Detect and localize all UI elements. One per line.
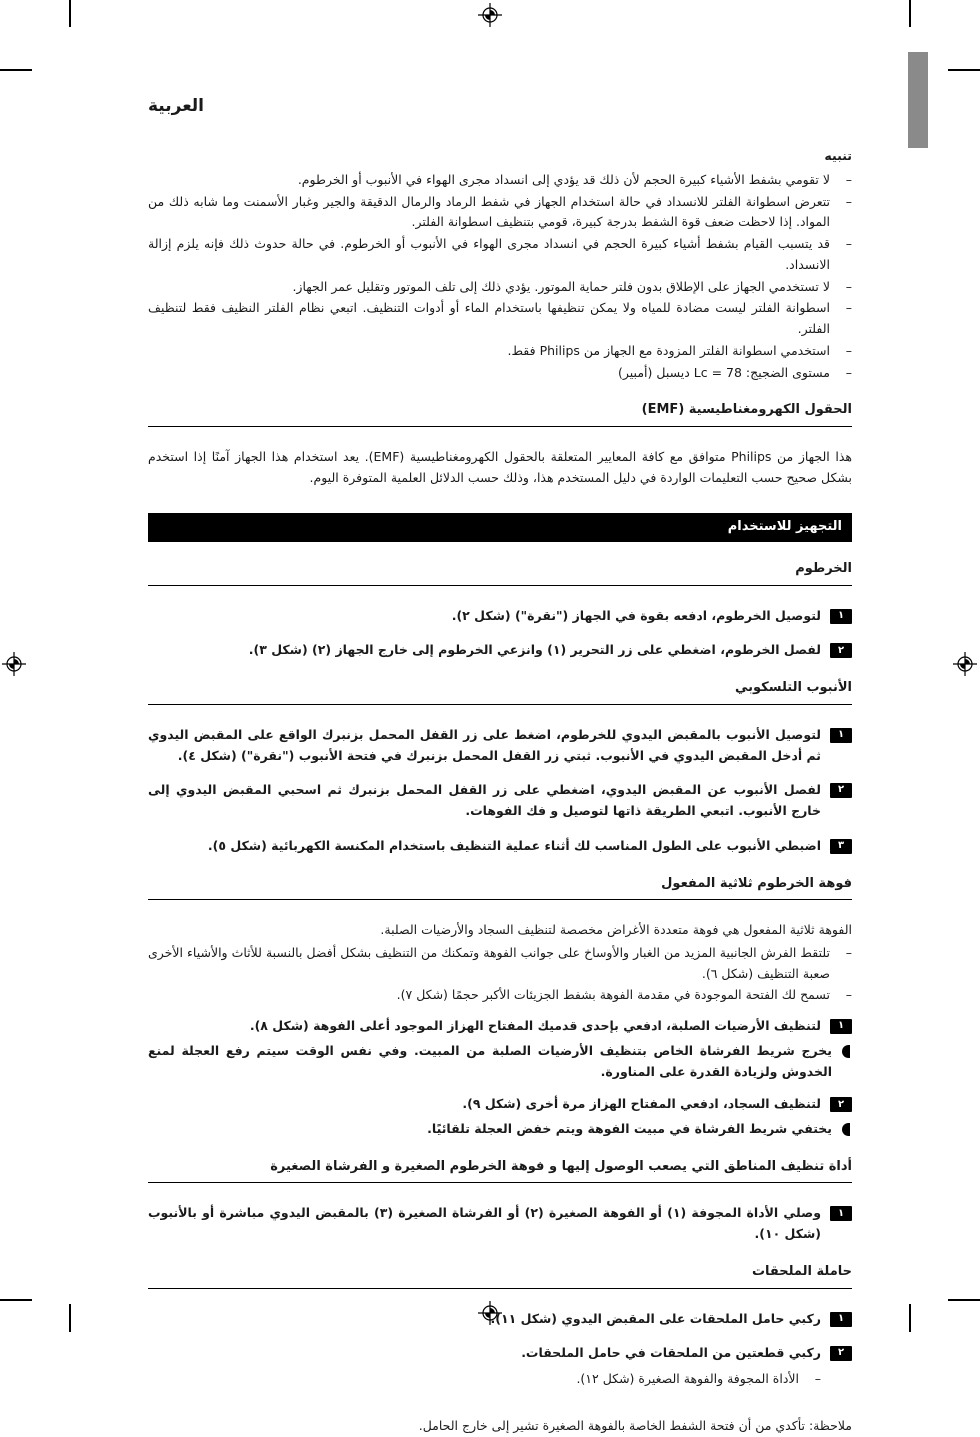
step-result-text: يختفي شريط الفرشاة في مبيت الفوهة ويتم خفض العجلة تلقائيًا. [427,1121,832,1137]
subsection-heading-accessory-holder: حاملة الملحقات [148,1261,852,1289]
page-content [148,92,852,1437]
step-text: ركبي قطعتين من الملحقات في حامل الملحقات. [521,1345,821,1361]
half-circle-bullet-icon [842,1045,850,1058]
caution-item-text: لا تقومي بشفط الأشياء كبيرة الحجم لأن ذلك قد يؤدي إلى انسداد مجرى الهواء في الأنبوب أو الخرطوم. [297,171,830,187]
step-row [148,1343,852,1390]
caution-item-text: اسطوانة الفلتر ليست مضادة للمياه ولا يمكن تنظيفها باستخدام الماء أو أدوات التنظيف. اتبعي نظام الفلتر النظيف فقط لتنظيف الفلتر. [148,300,830,337]
step-row [148,780,852,822]
step-row [148,1309,852,1330]
registration-target-icon [478,3,502,27]
language-heading: العربية [148,96,205,116]
step-result [148,1119,850,1140]
subsection-heading-tri-active-nozzle: فوهة الخرطوم ثلاثية المفعول [148,873,852,901]
crop-mark-bottom-right-horizontal [948,1299,980,1301]
caution-item-text: قد يتسبب القيام بشفط أشياء كبيرة الحجم في انسداد مجرى الهواء في الأنبوب أو الخرطوم. في حالة حدوث ذلك فإنه يلزم إزالة الانسداد. [148,236,830,272]
section-bar-preparing-for-use: التجهيز للاستخدام [148,513,852,543]
step-number-badge: ٢ [830,643,852,658]
step-text: لتوصيل الأنبوب بالمقبض اليدوي للخرطوم، اضغط على زر القفل المحمل بزنبرك الواقع على المقبض اليدوي ثم أدخل المقبض اليدوي في الأنبوب. ثبتي زر القفل المحمل بزنبرك في فتحة الأنبوب ("نقرة") (شكل ٤). [148,726,821,763]
nozzle-bullet [148,985,852,1006]
step-number-badge: ١ [830,1019,852,1034]
dash-icon: – [845,171,852,187]
step-text: لفصل الأنبوب عن المقبض اليدوي، اضغطي على زر القفل المحمل بزنبرك ثم اسحبي المقبض اليدوي إلى خارج الأنبوب. اتبعي الطريقة ذاتها لتوصيل و فك الفوهات. [148,782,821,819]
step-result-text: يخرج شريط الفرشاة الخاص بتنظيف الأرضيات الصلبة من المبيت. وفي نفس الوقت سيتم رفع العجلة لمنع الخدوش ولزيادة القدرة على المناورة. [148,1042,832,1079]
dash-icon: – [845,300,852,316]
step-number-badge: ٢ [830,1346,852,1361]
caution-item-text: لا تستخدمي الجهاز على الإطلاق بدون فلتر حماية الموتور. يؤدي ذلك إلى تلف الموتور وتقليل عمر الجهاز. [292,278,830,294]
step-text: وصلي الأداة المجوفة (١) أو الفوهة الصغيرة (٢) أو الفرشاة الصغيرة (٣) بالمقبض اليدوي مباشرة أو بالأنبوب (شكل ١٠). [148,1205,821,1242]
subsection-heading-crevice-tool: أداة تنظيف المناطق التي يصعب الوصول إليها و فوهة الخرطوم الصغيرة و الفرشاة الصغيرة [148,1156,852,1184]
step-row [148,1094,852,1115]
step-text: ركبي حامل الملحقات على المقبض اليدوي (شكل ١١). [490,1310,821,1326]
step-sub-item-text: الأداة المجوفة والفوهة الصغيرة (شكل ١٢). [576,1371,799,1387]
crop-mark-bottom-right-vertical [909,1304,911,1332]
caution-item [148,341,852,362]
dash-icon: – [845,987,852,1003]
step-number-badge: ١ [830,1206,852,1221]
nozzle-bullet-text: تلتقط الفرش الجانبية المزيد من الغبار والأوساخ على جوانب الفوهة وتمكنك من التنظيف بشكل أفضل بالنسبة للأثاث والأشياء الأخرى صعبة التنظيف (شكل ٦). [148,944,830,981]
step-number-badge: ١ [830,609,852,624]
crop-mark-top-left-horizontal [0,69,32,71]
step-sub-item [521,1369,821,1390]
dash-icon: – [814,1371,821,1387]
subsection-heading-hose: الخرطوم [148,558,852,586]
step-row [148,1203,852,1245]
step-text: اضبطي الأنبوب على الطول المناسب لك أثناء عملية التنظيف باستخدام المكنسة الكهربائية (شكل ٥). [207,837,821,853]
step-number-badge: ١ [830,1312,852,1327]
crop-mark-top-right-horizontal [948,69,980,71]
caution-item [148,170,852,191]
caution-item [148,363,852,384]
dash-icon: – [845,278,852,294]
step-text: لتنظيف الأرضيات الصلبة، ادفعي بإحدى قدميك المفتاح الهزاز الموجود أعلى الفوهة (شكل ٨). [249,1018,821,1034]
nozzle-bullet-text: تسمح لك الفتحة الموجودة في مقدمة الفوهة بشفط الجزيئات الأكبر حجمًا (شكل ٧). [396,987,830,1003]
step-row [148,836,852,857]
step-result [148,1041,850,1083]
nozzle-intro: الفوهة ثلاثية المفعول هي فوهة متعددة الأغراض مخصصة لتنظيف السجاد والأرضيات الصلبة. [380,922,852,938]
emf-heading: الحقول الكهرومغناطيسية (EMF) [148,399,852,427]
crop-mark-bottom-left-horizontal [0,1299,32,1301]
step-number-badge: ١ [830,728,852,743]
dash-icon: – [845,364,852,380]
note-text: ملاحظة: تأكدي من أن فتحة الشفط الخاصة بالفوهة الصغيرة تشير إلى خارج الحامل. [418,1417,852,1433]
step-text: لتنظيف السجاد، ادفعي المفتاح الهزاز مرة أخرى (شكل ٩). [462,1096,821,1112]
step-row [148,725,852,767]
step-number-badge: ٢ [830,783,852,798]
subsection-heading-telescopic-tube: الأنبوب التلسكوبي [148,677,852,705]
dash-icon: – [845,944,852,960]
nozzle-bullet [148,943,852,985]
crop-mark-top-right-vertical [909,0,911,27]
caution-item-text: استخدمي اسطوانة الفلتر المزودة مع الجهاز من Philips فقط. [507,342,830,358]
registration-target-icon [2,652,26,676]
caution-item-text: مستوى الضجيج: Lc = 78 ديسبل (أمبير) [618,364,830,380]
step-number-badge: ٣ [830,839,852,854]
caution-item-text: تتعرض اسطوانة الفلتر للانسداد في حالة استخدام الجهاز في شفط الرماد والرمال الدقيقة والجير وغبار الأسمنت وما شابه ذلك من المواد. إذا لاحظت ضعف قوة الشفط بدرجة كبيرة، قومي بتنظيف اسطوانة الفلتر. [148,193,830,230]
caution-list [148,170,852,384]
dash-icon: – [845,236,852,252]
step-number-badge: ٢ [830,1097,852,1112]
step-text: لفصل الخرطوم، اضغطي على زر التحرير (١) وانزعي الخرطوم إلى خارج الجهاز (٢) (شكل ٣). [248,642,821,658]
step-row [148,640,852,661]
emf-paragraph: هذا الجهاز من Philips متوافق مع كافة المعايير المتعلقة بالحقول الكهرومغناطيسية (EMF). يعد استخدام هذا الجهاز آمنًا إذا استخدم بشكل صحيح حسب التعليمات الواردة في دليل المستخدم هذا، وذلك حسب الدلائل العلمية المتوفرة اليوم. [148,449,852,485]
crop-mark-bottom-left-vertical [69,1304,71,1332]
step-text: لتوصيل الخرطوم، ادفعه بقوة في الجهاز ("نقرة") (شكل ٢). [451,607,821,623]
registration-target-icon [953,652,977,676]
caution-item [148,234,852,276]
half-circle-bullet-icon [842,1123,850,1136]
spine-tab [908,52,928,148]
step-body [521,1343,821,1390]
dash-icon: – [845,342,852,358]
caution-item [148,298,852,340]
caution-item [148,192,852,234]
step-row [148,1016,852,1037]
dash-icon: – [845,193,852,209]
crop-mark-top-left-vertical [69,0,71,27]
caution-title: تنبيه [824,148,852,164]
caution-item [148,277,852,298]
step-row [148,606,852,627]
